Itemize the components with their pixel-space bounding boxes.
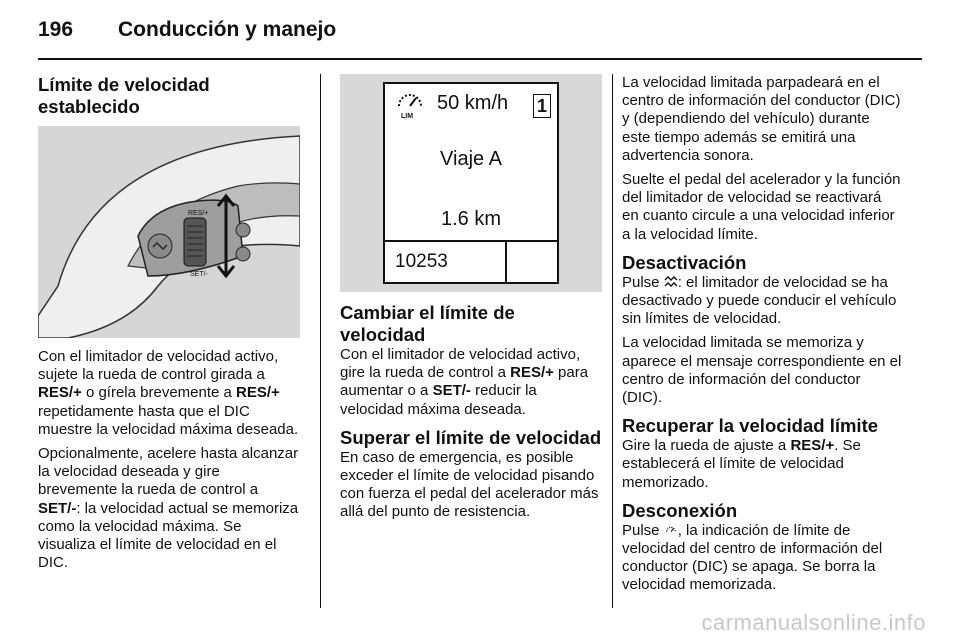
dic-bottom-divider: [505, 242, 507, 282]
section-title-speed-limit: Límite de velocidad establecido: [38, 74, 210, 117]
section-title-deactivation: Desactivación: [622, 251, 747, 273]
recover-limit-text: Gire la rueda de ajuste a RES/+. Se establecerá el límite de velocidad memorizado.: [622, 437, 861, 491]
dic-display-illustration: [340, 74, 602, 292]
svg-text:SET/-: SET/-: [190, 271, 208, 278]
dic-top-row: [385, 84, 557, 128]
section-title-exceed-limit: Superar el límite de velocidad: [340, 426, 602, 448]
section-title-recover-limit: Recuperar la velocidad límite: [622, 415, 879, 437]
deactivation-text-2: La velocidad limitada se memoriza y aparece el mensaje correspondiente en el centro de información del conductor (DIC).: [622, 334, 902, 407]
paragraph-blinking: La velocidad limitada parpadeará en el centro de información del conductor (DIC) y (dependiendo del vehículo) durante este tiempo además se emitirá una advertencia sonora.: [622, 74, 901, 164]
disconnect-text: Pulse , la indicación de límite de velocidad del centro de información del conductor (DIC) se apaga. Se borra la velocidad memorizada.: [622, 521, 883, 594]
column-2: [340, 74, 602, 528]
svg-text:LIM: LIM: [401, 113, 414, 120]
column-1: [38, 74, 300, 578]
section-exceed-limit: [340, 427, 602, 522]
page-indicator: 1: [533, 94, 551, 118]
set-speed-value: 50 km/h: [437, 92, 509, 114]
section-change-limit: [340, 302, 602, 419]
steering-wheel-illustration: [38, 126, 300, 338]
page-header: [38, 14, 922, 44]
chapter-title: Conducción y manejo: [118, 18, 337, 41]
section-title-disconnect: Desconexión: [622, 499, 738, 521]
speed-limiter-small-icon: [664, 524, 678, 536]
exceed-limit-text: En caso de emergencia, es posible exceder el límite de velocidad pisando con fuerza el pedal del acelerador más allá del punto de resistencia.: [340, 448, 599, 521]
column-3: [622, 74, 902, 601]
section-deactivation: [622, 252, 902, 407]
trip-distance: 1.6 km: [440, 208, 502, 230]
paragraph-reactivate: Suelte el pedal del acelerador y la función del limitador de velocidad se reactivará en cuanto circule a una velocidad inferior a la velocidad límite.: [622, 171, 901, 243]
watermark: carmanualsonline.info: [701, 610, 926, 635]
speed-limiter-icon: [395, 90, 425, 120]
paragraph-1: Con el limitador de velocidad activo, sujete la rueda de control girada a RES/+ o gírela brevemente a RES/+ repetidamente hasta que el DIC muestre la velocidad máxima deseada.: [38, 348, 299, 438]
section-disconnect: [622, 500, 902, 595]
paragraph-2: Opcionalmente, acelere hasta alcanzar la velocidad deseada y gire brevemente la rueda de control a SET/-: la velocidad actual se memoriza como la velocidad máxima. Se visualiza el límite de velocidad en el DIC.: [38, 445, 299, 572]
trip-label: Viaje A: [440, 148, 502, 170]
column-divider-1: [320, 74, 321, 608]
deactivation-text: Pulse : el limitador de velocidad se ha desactivado y puede conducir el vehículo sin límites de velocidad.: [622, 273, 897, 328]
odometer-value: 10253: [395, 251, 448, 272]
column-divider-2: [612, 74, 613, 608]
header-rule: [38, 58, 922, 60]
cancel-speed-icon: [664, 276, 678, 288]
section-title-change-limit: Cambiar el límite de velocidad: [340, 302, 515, 345]
page-number: 196: [38, 18, 74, 41]
dic-bottom-row: [385, 240, 557, 282]
driver-info-center-display: [383, 82, 559, 284]
section-recover-limit: [622, 415, 902, 492]
svg-text:RES/+: RES/+: [188, 210, 209, 217]
steering-wheel-controls-image: [38, 126, 300, 338]
change-limit-text: Con el limitador de velocidad activo, gire la rueda de control a RES/+ para aumentar o a SET/- reducir la velocidad máxima deseada.: [340, 346, 589, 418]
